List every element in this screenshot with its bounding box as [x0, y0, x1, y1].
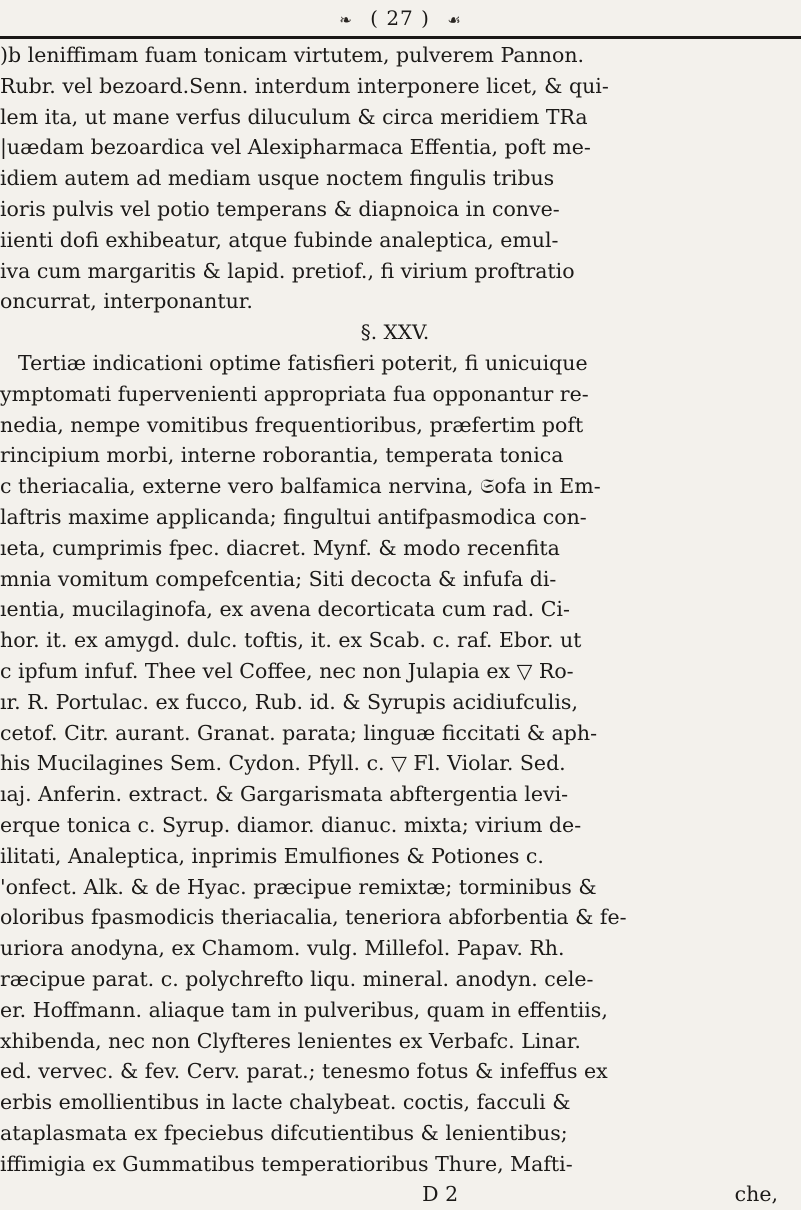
text-line: xhibenda, nec non Clyfteres lenientes ex Verbafc. Linar.	[0, 1028, 581, 1053]
text-line: ıaj. Anferin. extract. & Gargarismata abftergentia levi-	[0, 782, 569, 807]
text-line: mnia vomitum compefcentia; Siti decocta & infufa di-	[0, 566, 557, 591]
text-line: laftris maxime applicanda; fingultui antifpasmodica con-	[0, 504, 587, 529]
text-line: ræcipue parat. c. polychrefto liqu. mineral. anodyn. cele-	[0, 966, 594, 991]
text-line: |uædam bezoardica vel Alexipharmaca Effentia, poft me-	[0, 135, 591, 160]
text-line: iva cum margaritis & lapid. pretiof., fi virium proftratio	[0, 258, 575, 283]
text-line: idiem autem ad mediam usque noctem fingulis tribus	[0, 166, 555, 191]
text-line: ıentia, mucilaginofa, ex avena decorticata cum rad. Ci-	[0, 597, 570, 622]
page-header	[0, 6, 801, 30]
text-line: erque tonica c. Syrup. diamor. dianuc. mixta; virium de-	[0, 812, 582, 837]
text-line: oncurrat, interponantur.	[0, 289, 253, 314]
text-line: iienti dofi exhibeatur, atque fubinde analeptica, emul-	[0, 227, 559, 252]
text-line: uriora anodyna, ex Chamom. vulg. Millefol. Papav. Rh.	[0, 936, 565, 961]
text-line: rincipium morbi, interne roborantia, temperata tonica	[0, 443, 564, 468]
text-line: erbis emollientibus in lacte chalybeat. coctis, facculi &	[0, 1090, 571, 1115]
signature-mark: D 2	[422, 1182, 459, 1207]
text-line: ed. vervec. & fev. Cerv. parat.; tenesmo fotus & infeffus ex	[0, 1059, 608, 1084]
text-line: cetof. Citr. aurant. Granat. parata; linguæ ficcitati & aph-	[0, 720, 598, 745]
text-line: lem ita, ut mane verfus diluculum & circa meridiem TRa	[0, 104, 588, 129]
text-line: nedia, nempe vomitibus frequentioribus, præfertim poft	[0, 412, 584, 437]
catchline	[0, 1179, 790, 1210]
text-line: ioris pulvis vel potio temperans & diapnoica in conve-	[0, 196, 560, 221]
text-line: ymptomati fupervenienti appropriata fua opponantur re-	[0, 381, 589, 406]
text-line: oloribus fpasmodicis theriacalia, teneriora abforbentia & fe-	[0, 905, 627, 930]
text-line: c theriacalia, externe vero balfamica nervina, 𝔖ofa in Em-	[0, 474, 601, 499]
text-line: iffimigia ex Gummatibus temperatioribus Thure, Mafti-	[0, 1151, 573, 1176]
text-line: )b leniffimam fuam tonicam virtutem, pulverem Pannon.	[0, 43, 585, 67]
text-line: er. Hoffmann. aliaque tam in pulveribus, quam in effentiis,	[0, 997, 608, 1022]
text-line: Tertiæ indicationi optime fatisfieri poterit, fi unicuique	[18, 350, 588, 375]
header-rule	[0, 36, 801, 39]
section-heading: §. XXV.	[360, 320, 430, 345]
page-number: ( 27 )	[370, 6, 430, 30]
text-line: ataplasmata ex fpeciebus difcutientibus & lenientibus;	[0, 1120, 568, 1145]
text-line: Rubr. vel bezoard.Senn. interdum interponere licet, & qui-	[0, 73, 609, 98]
text-line: ır. R. Portulac. ex fucco, Rub. id. & Syrupis acidiufculis,	[0, 689, 578, 714]
text-line: ıeta, cumprimis fpec. diacret. Mynf. & modo recenfita	[0, 535, 560, 560]
text-line: hor. it. ex amygd. dulc. toftis, it. ex Scab. c. raf. Ebor. ut	[0, 628, 582, 653]
text-line: c ipfum infuf. Thee vel Coffee, nec non Julapia ex ▽ Ro-	[0, 658, 574, 683]
body-text	[0, 40, 790, 1210]
text-line: ilitati, Analeptica, inprimis Emulfiones & Potiones c.	[0, 843, 544, 868]
text-line: 'onfect. Alk. & de Hyac. præcipue remixtæ; torminibus &	[0, 874, 597, 899]
ornament-left-icon: ❧	[339, 11, 353, 29]
text-line: his Mucilagines Sem. Cydon. Pfyll. c. ▽ Fl. Violar. Sed.	[0, 751, 566, 776]
catchword: che,	[734, 1182, 778, 1207]
ornament-right-icon: ☙	[447, 11, 462, 29]
